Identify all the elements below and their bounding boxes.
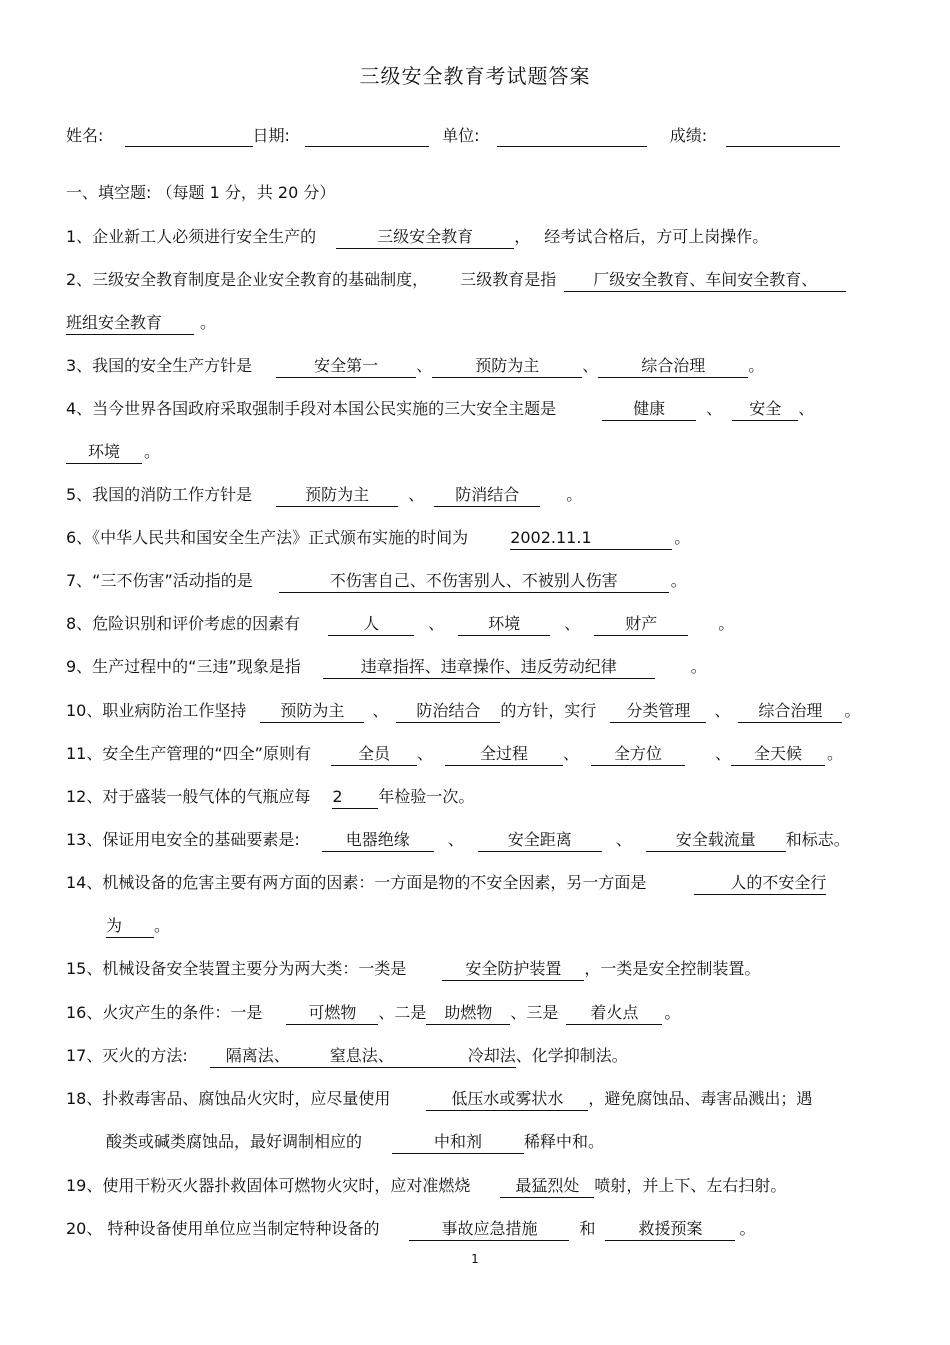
question-2-cont: 班组安全教育 。	[66, 312, 216, 335]
header-fields	[66, 124, 840, 147]
answer-8-3: 财产	[594, 613, 688, 636]
question-18: 18、扑救毒害品、腐蚀品火灾时，应尽量使用 低压水或雾状水 ，避免腐蚀品、毒害品溅出；遇	[66, 1088, 812, 1111]
answer-16-1: 可燃物	[286, 1002, 378, 1025]
question-16: 16、火灾产生的条件：一是 可燃物 、二是 助燃物 、三是 着火点 。	[66, 1002, 680, 1025]
answer-8-1: 人	[328, 613, 414, 636]
question-18-cont: 酸类或碱类腐蚀品，最好调制相应的 中和剂 稀释中和。	[106, 1131, 604, 1154]
question-5: 5、我国的消防工作方针是 预防为主 、 防消结合 。	[66, 484, 582, 507]
answer-3-1: 安全第一	[276, 355, 416, 378]
question-11: 11、安全生产管理的“四全”原则有 全员 、 全过程 、 全方位 、 全天候 。	[66, 743, 843, 766]
answer-11-1: 全员	[331, 743, 417, 766]
answer-14-2: 为	[106, 915, 154, 938]
answer-3-3: 综合治理	[598, 355, 748, 378]
question-19: 19、使用干粉灭火器扑救固体可燃物火灾时，应对准燃烧 最猛烈处 喷射，并上下、左右扫射。	[66, 1175, 786, 1198]
question-15: 15、机械设备安全装置主要分为两大类：一类是 安全防护装置 ，一类是安全控制装置。	[66, 958, 760, 981]
page-number: 1	[471, 1252, 479, 1266]
answer-8-2: 环境	[458, 613, 550, 636]
question-10: 10、职业病防治工作坚持 预防为主 、 防治结合 的方针，实行 分类管理 、 综合治理 。	[66, 700, 860, 723]
question-9: 9、生产过程中的“三违”现象是指 违章指挥、违章操作、违反劳动纪律 。	[66, 656, 707, 679]
answer-13-3: 安全载流量	[646, 829, 786, 852]
score-label: 成绩:	[669, 126, 708, 145]
answer-19-1: 最猛烈处	[500, 1175, 594, 1198]
answer-11-3: 全方位	[591, 743, 685, 766]
question-13: 13、保证用电安全的基础要素是: 电器绝缘 、 安全距离 、 安全载流量 和标志。	[66, 829, 850, 852]
question-2: 2、三级安全教育制度是企业安全教育的基础制度， 三级教育是指 厂级安全教育、车间安全教育、	[66, 269, 846, 292]
answer-18-1: 低压水或雾状水	[426, 1088, 588, 1111]
question-14: 14、机械设备的危害主要有两方面的因素：一方面是物的不安全因素，另一方面是 人的不安全行	[66, 872, 826, 895]
name-label: 姓名:	[66, 126, 104, 145]
answer-16-3: 着火点	[566, 1002, 662, 1025]
name-field[interactable]	[125, 124, 253, 147]
answer-10-3: 分类管理	[610, 700, 706, 723]
question-3: 3、我国的安全生产方针是 安全第一 、 预防为主 、 综合治理 。	[66, 355, 764, 378]
question-14-cont: 为 。	[106, 915, 170, 938]
answer-10-4: 综合治理	[738, 700, 842, 723]
answer-17-3: 冷却法	[418, 1045, 516, 1068]
answer-17-1: 隔离法、	[210, 1045, 306, 1068]
answer-10-2: 防治结合	[396, 700, 500, 723]
question-8: 8、危险识别和评价考虑的因素有 人 、 环境 、 财产 。	[66, 613, 734, 636]
answer-14-1: 人的不安全行	[694, 872, 826, 895]
unit-field[interactable]	[497, 124, 647, 147]
question-6: 6、《中华人民共和国安全生产法》正式颁布实施的时间为 2002.11.1 。	[66, 527, 690, 550]
answer-15-1: 安全防护装置	[442, 958, 584, 981]
answer-4-2: 安全	[732, 398, 798, 421]
answer-16-2: 助燃物	[426, 1002, 510, 1025]
answer-2-2: 班组安全教育	[66, 312, 194, 335]
answer-20-2: 救援预案	[605, 1218, 735, 1241]
answer-7-1: 不伤害自己、不伤害别人、不被别人伤害	[279, 570, 669, 593]
answer-20-1: 事故应急措施	[409, 1218, 569, 1241]
answer-2-1: 厂级安全教育、车间安全教育、	[564, 269, 846, 292]
answer-13-1: 电器绝缘	[322, 829, 434, 852]
answer-6-1: 2002.11.1	[510, 527, 672, 550]
question-4: 4、当今世界各国政府采取强制手段对本国公民实施的三大安全主题是 健康 、 安全 、	[66, 398, 814, 421]
score-field[interactable]	[726, 124, 840, 147]
answer-18-2: 中和剂	[392, 1131, 524, 1154]
answer-11-2: 全过程	[445, 743, 563, 766]
answer-3-2: 预防为主	[432, 355, 582, 378]
answer-10-1: 预防为主	[260, 700, 364, 723]
answer-11-4: 全天候	[731, 743, 825, 766]
page-title: 三级安全教育考试题答案	[359, 64, 591, 88]
answer-5-2: 防消结合	[434, 484, 540, 507]
date-label: 日期:	[252, 126, 290, 145]
question-4-cont: 环境 。	[66, 441, 160, 464]
answer-13-2: 安全距离	[478, 829, 602, 852]
answer-12-1: 2	[332, 786, 378, 809]
date-field[interactable]	[305, 124, 429, 147]
question-12: 12、对于盛装一般气体的气瓶应每 2 年检验一次。	[66, 786, 474, 809]
question-1: 1、企业新工人必须进行安全生产的 三级安全教育 ， 经考试合格后，方可上岗操作。	[66, 226, 768, 249]
answer-5-1: 预防为主	[276, 484, 398, 507]
section-heading: 一、填空题: （每题 1 分，共 20 分）	[66, 183, 336, 202]
answer-4-1: 健康	[602, 398, 696, 421]
answer-1-1: 三级安全教育	[336, 226, 514, 249]
answer-4-3: 环境	[66, 441, 142, 464]
answer-9-1: 违章指挥、违章操作、违反劳动纪律	[323, 656, 655, 679]
question-17: 17、灭火的方法: 隔离法、 窒息法、 冷却法、化学抑制法。	[66, 1045, 628, 1068]
question-20: 20、 特种设备使用单位应当制定特种设备的 事故应急措施 和 救援预案 。	[66, 1218, 755, 1241]
answer-17-2: 窒息法、	[306, 1045, 418, 1068]
unit-label: 单位:	[442, 126, 480, 145]
question-7: 7、“三不伤害”活动指的是 不伤害自己、不伤害别人、不被别人伤害 。	[66, 570, 687, 593]
